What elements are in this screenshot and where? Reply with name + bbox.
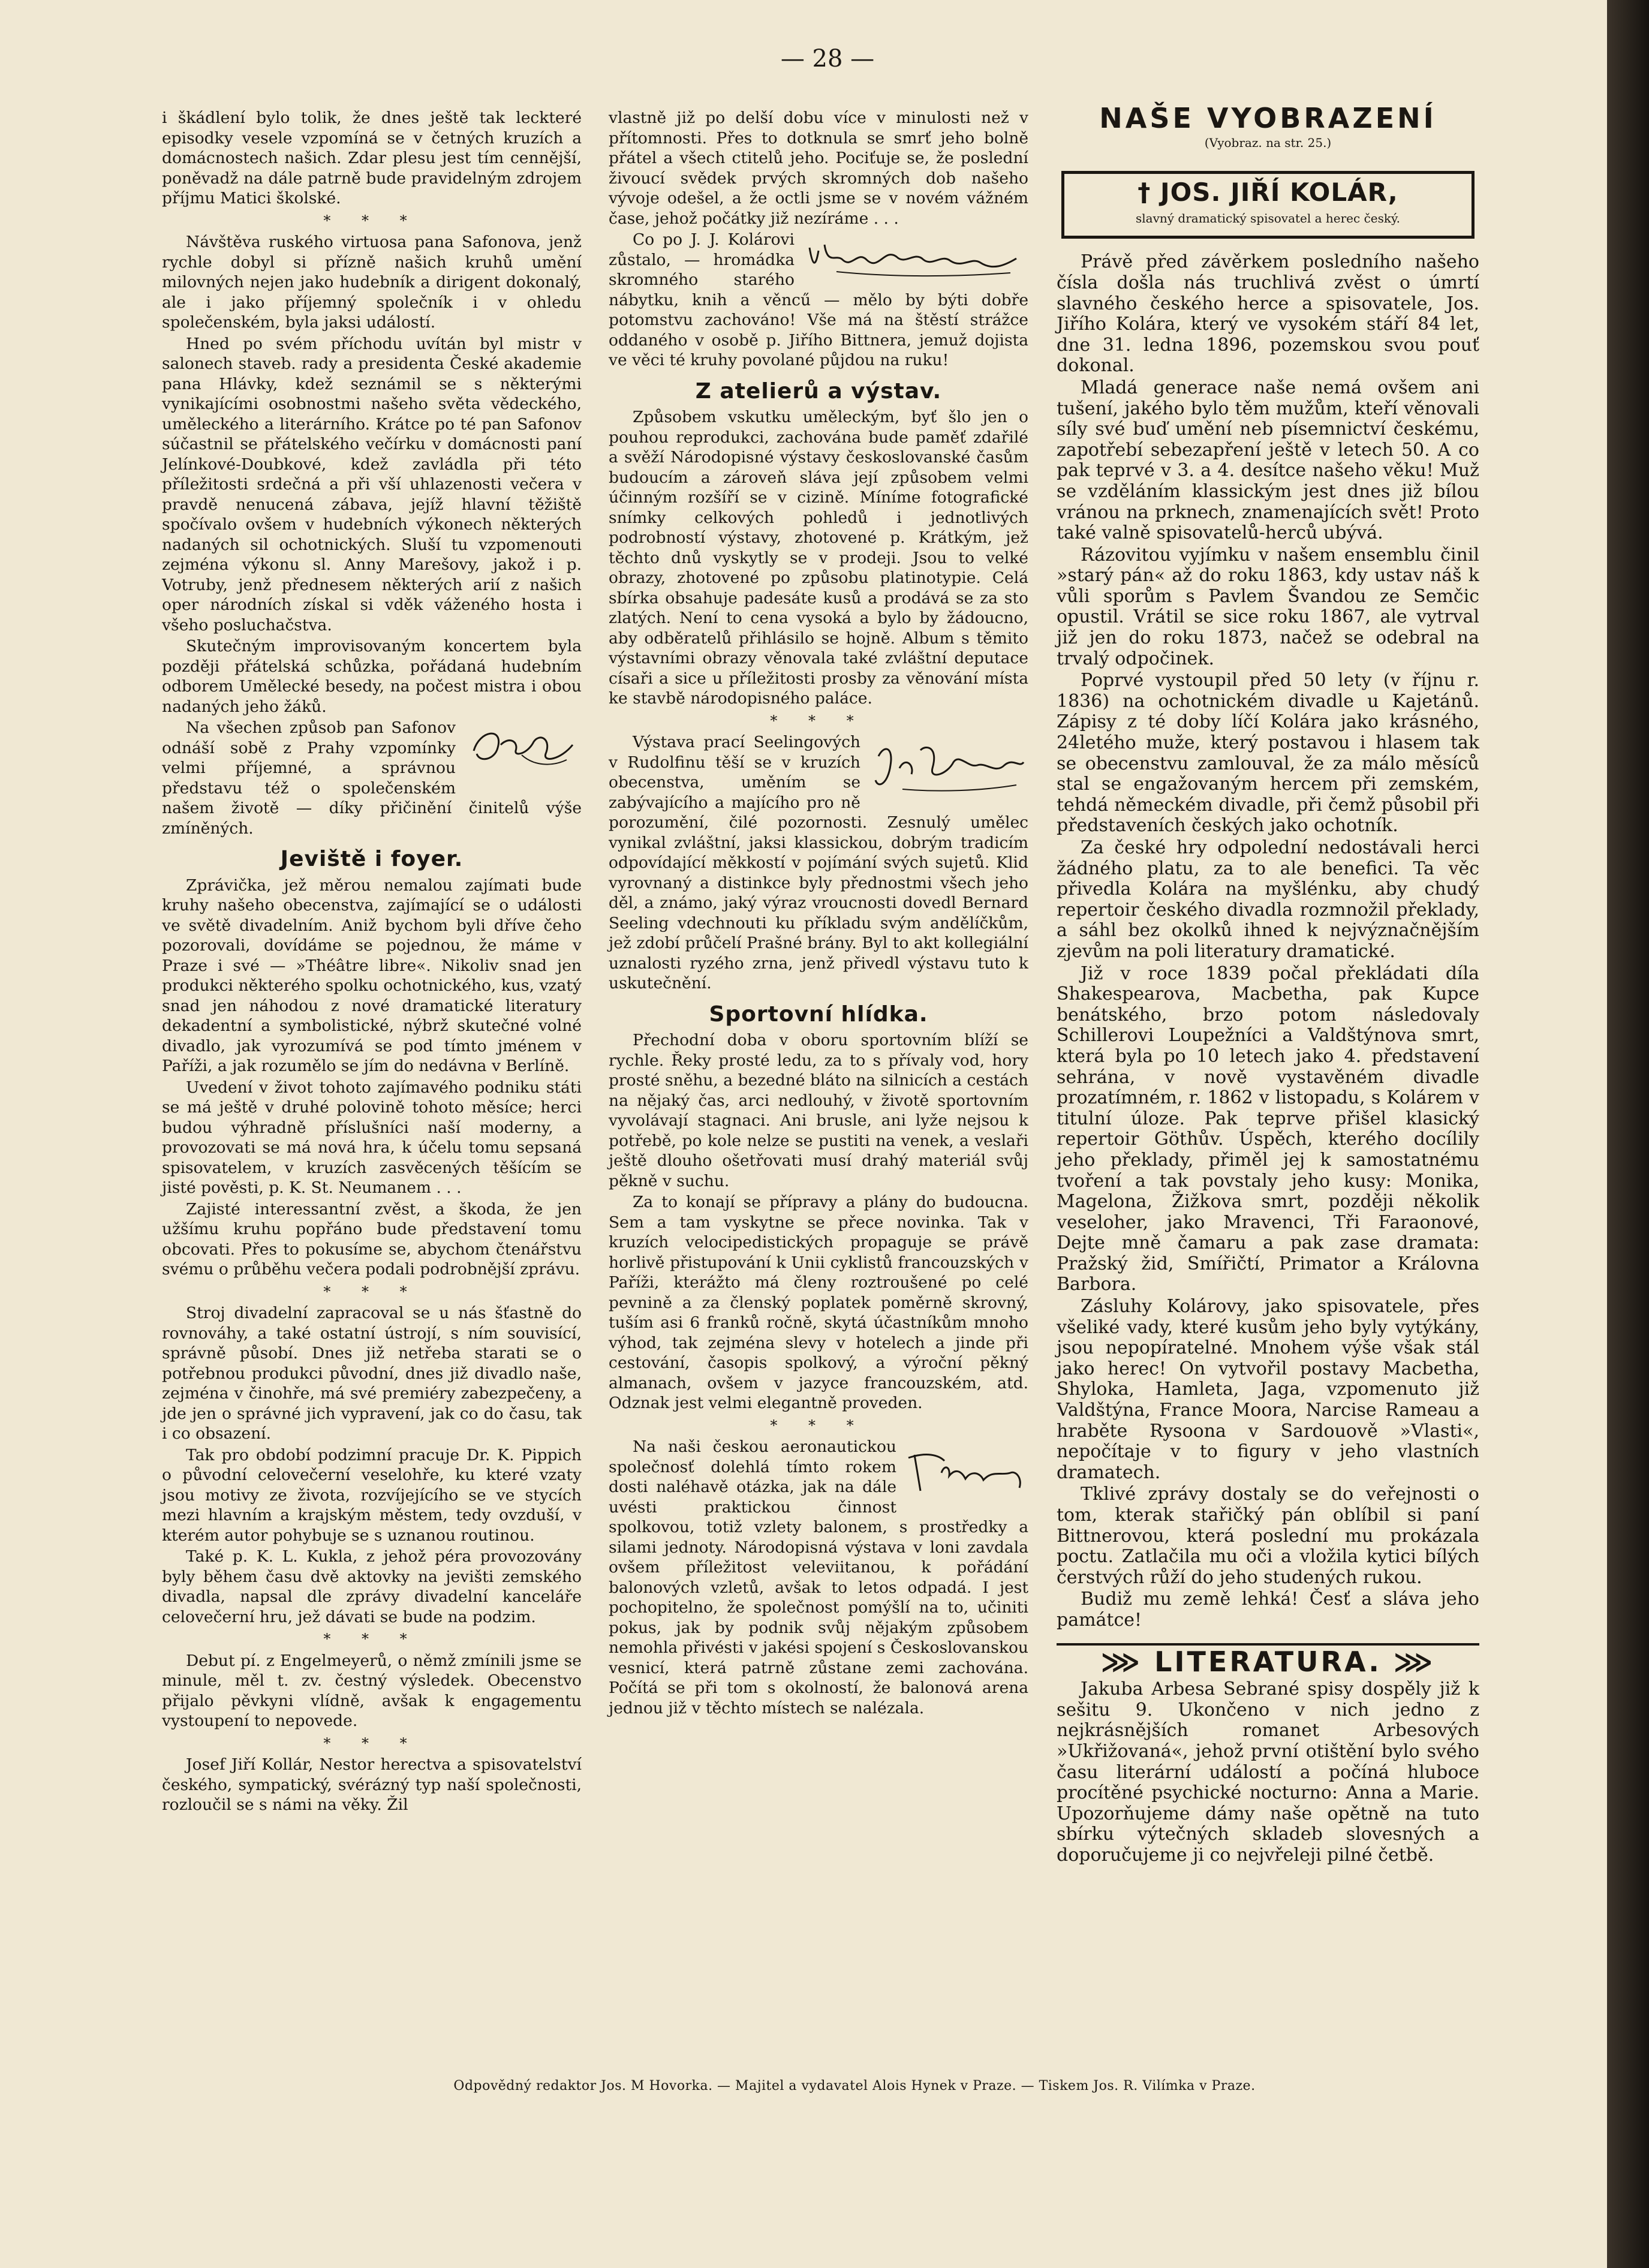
paragraph: Hned po svém příchodu uvítán byl mistr v salonech staveb. rady a presidenta České akademie pana Hlávky, kdež seznámil se s některými vynikajícími osobnostmi našeho světa vědeckého, uměleckého a literárního. Krátce po té pan Safonov súčastnil se přátelského večírku v domácnosti paní Jelínkové-Doubkové, kdež zavládla při této příležitosti srdečná a při vší uhlazenosti večera v pravdě nenucená zábava, jejíž hlavní těžiště spočívalo ovšem v hudebních výkonech některých nadaných sil ochotnických. Sluší tu vzpomenouti zejména výkonu sl. Anny Marešovy, jakož i p. Votruby, jenž přednesem některých arií z našich oper národních získal si vděk váženého hosta i všeho posluchačstva.: [162, 334, 582, 634]
paragraph: Budiž mu země lehká! Česť a sláva jeho památce!: [1057, 1589, 1479, 1631]
paragraph: Mladá generace naše nemá ovšem ani tušení, jakého bylo těm mužům, kteří věnovali síly své buď umění neb písemnictví českému, zapotřebí sebezapření ještě v letech 50. A co pak teprvé v 3. a 4. desítce našeho věku! Muž se vzděláním klassickým jest dnes již bílou vránou na prknech, znamenajících svět! Proto také valně spisovatelů-herců ubývá.: [1057, 377, 1479, 544]
paragraph: Rázovitou vyjímku v našem ensemblu činil »starý pán« až do roku 1863, kdy ustav náš k vůli sporům s Pavlem Švandou ze Semčic opustil. Vrátil se sice roku 1867, ale vytrval již jen do roku 1873, načež se odebral na trvalý odpočinek.: [1057, 544, 1479, 669]
paragraph: Co po J. J. Kolárovi zůstalo, — hromádka skromného starého nábytku, knih a věncű — mělo by býti dobře potomstvu zachováno! Vše má na štěstí strážce oddaného v osobě p. Jiřího Bittnera, jemuž dojista ve věci té kruhy povolané půjdou na ruku!: [609, 230, 1028, 369]
paragraph: Za to konají se přípravy a plány do budoucna. Sem a tam vyskytne se přece novinka. Tak v kruzích velocipedistických propaguje se právě horlivě přistupování k Unii cyklistů francouzských v Paříži, kterážto má členy roztroušené po celé pevnině a za členský poplatek poměrně skrovný, tuším asi 6 franků ročně, skytá účastníkům mnoho výhod, tak zejména slevy v hotelech a jinde při cestování, časopis spolkový, a výroční pěkný almanach, ovšem v jazyce francouzském, atd. Odznak jest velmi elegantně proveden.: [609, 1193, 1028, 1412]
paragraph: Tklivé zprávy dostaly se do veřejnosti o tom, kterak stařičký pán oblíbil si paní Bittnerovou, která poslední mu prokázala poctu. Zatlačila mu oči a vložila kytici bílých čerstvých růží do jeho studených rukou.: [1057, 1484, 1479, 1588]
paragraph: Zprávička, jež měrou nemalou zajímati bude kruhy našeho obecenstva, zajímající se o události ve světě divadelním. Aniž bychom byli dříve čeho pozorovali, dovídáme se pojednou, že máme v Praze i své — »Théâtre libre«. Nikoliv snad jen produkci některého spolku ochotnického, kus, vzatý snad jen náhodou z nové dramatické literatury dekadentní a symbolistické, nýbrž skutečné volné divadlo, jak vyrozumívá se pod tímto jménem v Paříži, a jak rozumělo se jím do nedávna v Berlíně.: [162, 876, 582, 1075]
paragraph: i škádlení bylo tolik, že dnes ještě tak leckteré episodky vesele vzpomíná se v četných kruzích a domácnostech našich. Zdar plesu jest tím cennější, poněvadž na dále patrně bude pravidelným zdrojem příjmu Matici školské.: [162, 109, 582, 207]
paragraph: Také p. K. L. Kukla, z jehož péra provozovány byly během času dvě aktovky na jevišti zemského divadla, napsal dle zprávy divadelní kanceláře celovečerní hru, jež dávati se bude na podzim.: [162, 1547, 582, 1626]
signature-zitkay: [866, 732, 1028, 810]
imprint-footer: Odpovědný redaktor Jos. M Hovorka. — Majitel a vydavatel Alois Hynek v Praze. — Tiskem Jos. R. Vilímka v Praze.: [453, 2079, 1256, 2093]
section-separator: * * *: [323, 1734, 420, 1752]
image-reference: (Vyobraz. na str. 25.): [1204, 135, 1332, 150]
aeronautic-block: [609, 1437, 1028, 1718]
column-2: [609, 108, 1028, 1719]
paragraph: Návštěva ruského virtuosa pana Safonova, jenž rychle dobyl si přízně našich kruhů umění milovných nejen jako hudebník a dirigent dokonalý, ale i jako příjemný společník i v ohledu společenském, byla jaksi událostí.: [162, 233, 582, 332]
seeling-block: [609, 732, 1028, 994]
obituary-box: [1061, 171, 1475, 239]
signature-kazimir: [801, 230, 1028, 289]
paragraph: Jakuba Arbesa Sebrané spisy dospěly již k sešitu 9. Ukončeno v nich jedno z nejkrásnějších romanet Arbesových »Ukřižovaná«, jehož první otištění bylo svého času literární událostí a počíná hluboce procítěné psychické nocturno: Anna a Marie. Upozorňujeme dámy naše opětně na tuto sbírku výtečných skladeb slovesných a doporučujeme ji co nejvřeleji pilné četbě.: [1057, 1679, 1479, 1866]
signature-safonov: [462, 718, 582, 781]
paragraph: Již v roce 1839 počal překládati díla Shakespearova, Macbetha, pak Kupce benátského, brzo potom následovaly Schillerovi Loupežníci a Valdštýnova smrt, která byla po 10 letech jako 4. představení sehrána, v nově vystavěném divadle prozatímném, r. 1862 v listopadu, s Kolárem v titulní úloze. Pak teprve přišel klasický repertoir Göthův. Úspěch, kterého docílily jeho překlady, přiměl jej k samostatnému tvoření a tak povstaly jeho kusy: Monika, Magelona, Žižkova smrt, později několik veseloher, jako Mravenci, Tři Faraonové, Dejte mně čamaru a pak zase dramata: Pražský žid, Smířičtí, Primator a Královna Barbora.: [1057, 962, 1479, 1295]
page-number: — 28 —: [780, 45, 875, 73]
paragraph: Na naši českou aeronautickou společnosť dolehlá tímto rokem dosti naléhavě otázka, jak na dále uvésti praktickou činnost spolkovou, totiž vzlety balonem, s prostředky a silami jednoty. Národopisná výstava v loni zavdala ovšem příležitost veleviitanou, k pořádání balonových vzletů, avšak to letos odpadá. I jest pochopitelno, že společnost pomýšlí na to, učiniti pokus, jak by podnik svůj nějakým způsobem nemohla přivésti v jakési spojení s Českoslovanskou vesnicí, která patrně zůstane zemi zachována. Počítá se při tom s okolností, že balonová arena jednou již v těchto místech se nalézala.: [609, 1437, 1028, 1717]
heading-sport: Sportovní hlídka.: [709, 1001, 928, 1027]
signature-hrachka: [902, 1437, 1028, 1508]
paragraph: Za české hry odpolední nedostávali herci žádného platu, za to ale benefici. Ta věc přivedla Kolára na myšlénku, aby chudý repertoir českého divadla rozmnožil překlady, a sáhl bez okolků ihned k nejvýznačnějším zjevům na poli literatury dramatické.: [1057, 837, 1479, 962]
column-1: [162, 108, 582, 1816]
arrow-ornament-icon: ⋙: [1100, 1645, 1155, 1678]
section-separator: * * *: [323, 1631, 420, 1647]
safonov-block: [162, 718, 582, 838]
arrow-ornament-icon: ⋙: [1381, 1645, 1436, 1678]
obituary-name: † JOS. JIŘÍ KOLÁR,: [1138, 178, 1398, 207]
section-separator: * * *: [323, 1283, 420, 1300]
heading-jeviste: Jeviště i foyer.: [280, 847, 464, 871]
paragraph: Na všechen způsob pan Safonov odnáší sobě z Prahy vzpomínky velmi příjemné, a správnou představu též o společenském našem životě — díky přičinění činitelů výše zmíněných.: [162, 718, 582, 838]
section-separator: * * *: [770, 1416, 867, 1434]
heading-nase-vyobrazeni: NAŠE VYOBRAZENÍ: [1099, 102, 1437, 134]
paragraph: vlastně již po delší dobu více v minulosti než v přítomnosti. Přes to dotknula se smrť jeho bolně přátel a všech ctitelů jeho. Pociťuje se, že poslední živoucí svědek prvých skromných dob našeho vývoje odešel, a že octli jsme se v novém vážném čase, jehož počátky již nezíráme . . .: [609, 109, 1028, 228]
paragraph: Tak pro období podzimní pracuje Dr. K. Pippich o původní celovečerní veselohře, ku které vzaty jsou motivy ze života, rozvíjejícího se ve stycích mezi hlavním a krajským městem, tedy ovzduší, v kterém autor pohybuje se s uznanou routinou.: [162, 1445, 582, 1545]
paragraph: Stroj divadelní zapracoval se u nás šťastně do rovnováhy, a také ostatní ústrojí, s ním souvisící, správně působí. Dnes již netřeba starati se o potřebnou produkci původní, dnes již divadlo naše, zejména v činohře, má své premiéry zabezpečeny, a jde jen o správné jich vypravení, jak co do času, tak i co obsazení.: [162, 1304, 582, 1443]
paragraph: Způsobem vskutku uměleckým, byť šlo jen o pouhou reprodukci, zachována bude paměť zdařilé a svěží Národopisné výstavy českoslovanské časům budoucím a zároveň sláva její způsobem velmi účinným rozšíří se v cizině. Míníme fotografické snímky celkových pohledů i jednotlivých podrobností výstavy, zhotovené p. Krátkým, jež těchto dnů vyskytly se v prodeji. Jsou to velké obrazy, zhotovené po způsobu platinotypie. Celá sbírka obsahuje padesáte kusů a prodává se za sto zlatých. Není to cena vysoká a bylo by žádoucno, aby odběratelů přihlásilo se hojně. Album s těmito výstavními obrazy věnovala také zvláštní deputace císaři a sice u příležitosti prosby za věnování místa ke stavbě národopisného paláce.: [609, 408, 1028, 708]
kazimir-block: [609, 230, 1028, 371]
obituary-description: slavný dramatický spisovatel a herec český.: [1136, 210, 1400, 225]
paragraph: Právě před závěrkem posledního našeho čísla došla nás truchlivá zvěst o úmrtí slavného českého herce a spisovatele, Jos. Jiřího Kolára, který ve vysokém stáří 84 let, dne 31. ledna 1896, pozemskou svou pouť dokonal.: [1057, 251, 1479, 377]
paragraph: Poprvé vystoupil před 50 lety (v říjnu r. 1836) na ochotnickém divadle u Kajetánů. Zápisy z té doby líčí Kolára jako krásného, 24letého muže, který postavou i hlasem tak se obecenstvu zamlouval, že za málo měsíců stal se engažovaným hercem při zemském, tehdá německém divadle, při čemž působil při představeních českých jako ochotník.: [1057, 670, 1479, 837]
column-3: [1057, 102, 1479, 1867]
book-spine: [1607, 0, 1649, 2268]
heading-ateliery: Z atelierů a výstav.: [695, 378, 942, 404]
paragraph: Přechodní doba v oboru sportovním blíží se rychle. Řeky prosté ledu, za to s přívaly vod, hory prosté sněhu, a bezedné bláto na silnicích a cestách na nějaký čas, arci nedlouhý, v životě sportovním vyvolávají stagnaci. Ani brusle, ani lyže nejsou k potřebě, po kole nelze se pustiti na venek, a veslaři ještě dlouho ošetřovati musí drahý materiál svůj pěkně v suchu.: [609, 1031, 1028, 1190]
paragraph: Výstava prací Seelingových v Rudolfinu těší se v kruzích obecenstva, uměním se zabývajícího a majícího pro ně porozumění, čilé pozornosti. Zesnulý umělec vynikal zvláštní, jaksi klassickou, dobrým tradicím odpovídající měkkostí v pojímání svých sujetů. Klid vyrovnaný a distinkce byly přednostmi všech jeho děl, a známo, jaký výraz vroucnosti dovedl Bernard Seeling vdechnouti ku příkladu svým andělíčkům, jež zdobí průčelí Prašné brány. Byl to akt kollegiální uznalosti ryzého zrna, jenž přivedl výstavu tuto k uskutečnění.: [609, 733, 1028, 992]
heading-literatura-text: LITERATURA.: [1154, 1645, 1382, 1678]
paragraph: Josef Jiří Kollár, Nestor herectva a spisovatelství českého, sympatický, svérázný typ naší společnosti, rozloučil se s námi na věky. Žil: [162, 1755, 582, 1814]
paragraph: Zásluhy Kolárovy, jako spisovatele, přes všeliké vady, které kusům jeho byly vytýkány, jsou nepopíratelné. Mnohem výše však stál jako herec! On vytvořil postavy Macbetha, Shyloka, Hamleta, Jaga, vzpomenuto již Valdštýna, France Moora, Narcise Rameau a hraběte Rysoona v Sardouově »Vlasti«, nepočítaje v to figury v jeho vlastních dramatech.: [1057, 1296, 1479, 1483]
paragraph: Zajisté interessantní zvěst, a škoda, že jen užšímu kruhu popřáno bude představení tomu obcovati. Přes to pokusíme se, abychom čtenářstvu svému o průběhu večera podali podrobnější zprávu.: [162, 1199, 582, 1279]
section-separator: * * *: [323, 212, 420, 229]
paragraph: Debut pí. z Engelmeyerů, o němž zmínili jsme se minule, měl t. zv. čestný výsledek. Obecenstvo přijalo pěvkyni vlídně, avšak k engagementu vystoupení to nepovede.: [162, 1651, 582, 1730]
heading-literatura: [1057, 1645, 1479, 1678]
paragraph: Uvedení v život tohoto zajímavého podniku státi se má ještě v druhé polovině tohoto měsíce; herci budou výhradně příslušníci naší moderny, a provozovati se má nová hra, k účelu tomu sepsaná spisovatelem, v kruzích zasvěcených těšícím se jisté pověsti, p. K. St. Neumanem . . .: [162, 1078, 582, 1197]
paragraph: Skutečným improvisovaným koncertem byla později přátelská schůzka, pořádaná hudebním odborem Umělecké besedy, na počest mistra i obou nadaných jeho žáků.: [162, 637, 582, 716]
section-separator: * * *: [770, 712, 867, 729]
